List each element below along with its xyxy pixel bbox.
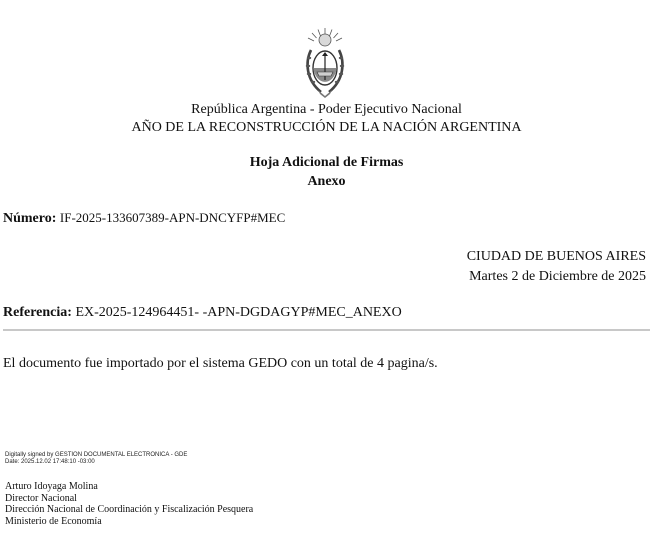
document-number [3, 209, 285, 228]
reference-value: EX-2025-124964451- -APN-DGDAGYP#MEC_ANEXO [75, 305, 402, 320]
digital-signature-signer: Digitally signed by GESTION DOCUMENTAL ELECTRONICA - GDE [5, 452, 188, 458]
signer-office: Dirección Nacional de Coordinación y Fiscalización Pesquera [5, 504, 254, 515]
reference-label: Referencia: [3, 305, 72, 320]
signer-ministry: Ministerio de Economía [5, 515, 102, 527]
reference [3, 304, 402, 322]
document-number-label: Número: [3, 211, 57, 226]
digital-signature-date: Date: 2025.12.02 17:48:10 -03:00 [5, 459, 95, 465]
document-subtitle: Anexo [307, 174, 346, 189]
date: Martes 2 de Diciembre de 2025 [469, 269, 646, 284]
document-title: Hoja Adicional de Firmas [249, 155, 404, 170]
body-text: El documento fue importado por el sistema GEDO con un total de 4 pagina/s. [3, 356, 438, 371]
divider [3, 329, 650, 331]
coat-of-arms-icon [301, 26, 349, 100]
city: CIUDAD DE BUENOS AIRES [466, 249, 646, 264]
signer-block [5, 481, 253, 527]
signer-role: Director Nacional [5, 492, 77, 504]
signer-name: Arturo Idoyaga Molina [5, 481, 98, 492]
document-number-value: IF-2025-133607389-APN-DNCYFP#MEC [59, 210, 286, 225]
digital-signature-stamp [5, 452, 187, 466]
header-government-line: República Argentina - Poder Ejecutivo Nacional [191, 102, 462, 117]
header-year-motto: AÑO DE LA RECONSTRUCCIÓN DE LA NACIÓN ARGENTINA [131, 120, 522, 135]
